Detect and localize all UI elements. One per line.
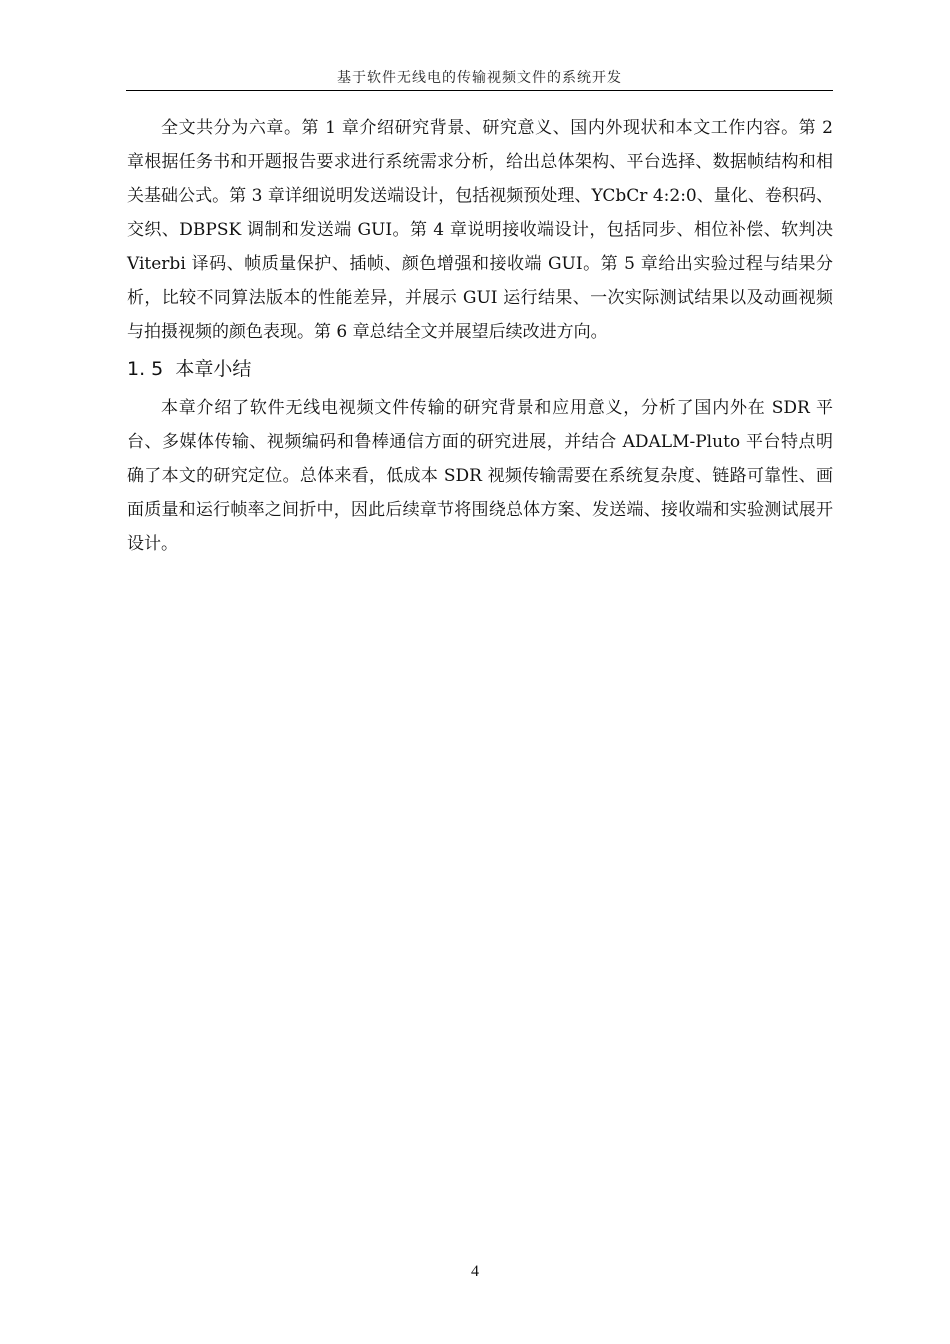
paragraph-chapter-summary: 本章介绍了软件无线电视频文件传输的研究背景和应用意义，分析了国内外在 SDR 平台、多媒体传输、视频编码和鲁棒通信方面的研究进展，并结合 ADALM-Pluto 平台特点明确了本文的研究定位。总体来看，低成本 SDR 视频传输需要在系统复杂度、链路可靠性、画面质量和运行帧率之间折中，因此后续章节将围绕总体方案、发送端、接收端和实验测试展开设计。 bbox=[127, 398, 833, 554]
running-header bbox=[126, 68, 833, 91]
section-heading bbox=[127, 353, 833, 385]
page-body bbox=[127, 111, 833, 561]
running-title: 基于软件无线电的传输视频文件的系统开发 bbox=[337, 70, 622, 86]
section-number: 1. 5 bbox=[127, 358, 164, 380]
paragraph-chapter-overview: 全文共分为六章。第 1 章介绍研究背景、研究意义、国内外现状和本文工作内容。第 2 章根据任务书和开题报告要求进行系统需求分析，给出总体架构、平台选择、数据帧结构和相关基础公式。第 3 章详细说明发送端设计，包括视频预处理、YCbCr 4:2:0、量化、卷积码、交织、DBPSK 调制和发送端 GUI。第 4 章说明接收端设计，包括同步、相位补偿、软判决 Viterbi 译码、帧质量保护、插帧、颜色增强和接收端 GUI。第 5 章给出实验过程与结果分析，比较不同算法版本的性能差异，并展示 GUI 运行结果、一次实际测试结果以及动画视频与拍摄视频的颜色表现。第 6 章总结全文并展望后续改进方向。 bbox=[127, 118, 833, 342]
page-number: 4 bbox=[471, 1263, 479, 1280]
section-title: 本章小结 bbox=[175, 358, 252, 380]
